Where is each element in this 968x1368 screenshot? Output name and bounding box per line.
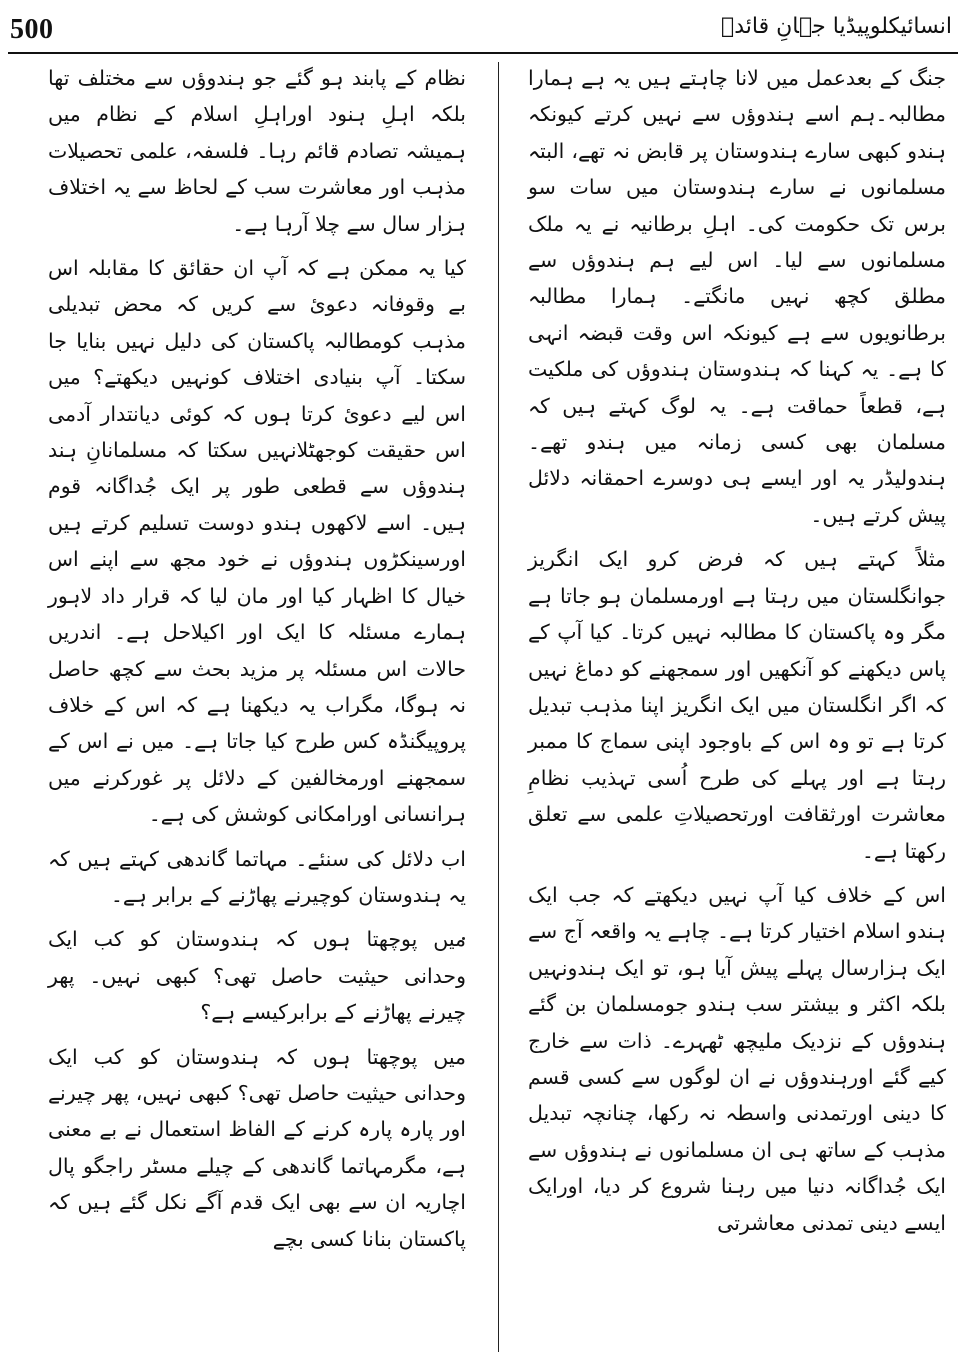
paragraph: میں پوچھتا ہوں کہ ہندوستان کو کب ایک وحدانی حیثیت حاصل تھی؟ کبھی نہیں۔ پھر چیرنے پھاڑنے کے برابرکیسے ہے؟: [48, 927, 466, 1025]
header-rule: [8, 52, 958, 54]
paragraph: جنگ کے بعدعمل میں لانا چاہتے ہیں یہ ہے ہمارا مطالبہ۔ہم اسے ہندوؤں سے نہیں کرتے کیونکہ ہندو کبھی سارے ہندوستان پر قابض نہ تھے، البتہ مسلمانوں نے سارے ہندوستان میں سات سو برس تک حکومت کی۔ اہلِ برطانیہ نے یہ ملک مسلمانوں سے لیا۔ اس لیے ہم ہندوؤں سے مطلق کچھ نہیں مانگتے۔ ہمارا مطالبہ برطانویوں سے ہے کیونکہ اس وقت قبضہ انہی کا ہے۔ یہ کہنا کہ ہندوستان ہندوؤں کی ملکیت ہے، قطعاً حماقت ہے۔ یہ لوگ کہتے ہیں کہ مسلمان بھی کسی زمانہ میں ہندو تھے۔ ہندولیڈر یہ اور ایسے ہی دوسرے احمقانہ دلائل پیش کرتے ہیں۔: [528, 66, 946, 527]
paragraph: اب دلائل کی سنئے۔ مہاتما گاندھی کہتے ہیں کہ یہ ہندوستان کوچیرنے پھاڑنے کے برابر ہے۔: [48, 846, 466, 907]
running-header-title: انسائیکلوپیڈیا جہانِ قائدؒ: [721, 14, 952, 39]
text-columns: [0, 60, 968, 1360]
paragraph: نظام کے پابند ہو گئے جو ہندوؤں سے مختلف تھا بلکہ اہلِ ہنود اوراہلِ اسلام کے نظام میں ہمیشہ تصادم قائم رہا۔ فلسفہ، علمی تحصیلات مذہب اور معاشرت سب کے لحاظ سے یہ اختلاف ہزار سال سے چلا آرہا ہے۔: [48, 66, 466, 236]
left-column: [48, 60, 466, 1265]
paragraph: کیا یہ ممکن ہے کہ آپ ان حقائق کا مقابلہ اس بے وقوفانہ دعوئ سے کریں کہ محض تبدیلی مذہب کومطالبہ پاکستان کی دلیل نہیں بنایا جا سکتا۔ آپ بنیادی اختلاف کونہیں دیکھتے؟ میں اس لیے دعوئ کرتا ہوں کہ کوئی دیانتدار آدمی اس حقیقت کوجھٹلانہیں سکتا کہ مسلمانانِ ہند ہندوؤں سے قطعی طور پر ایک جُداگانہ قوم ہیں۔ اسے لاکھوں ہندو دوست تسلیم کرتے ہیں اورسینکڑوں ہندوؤں نے خود مجھ سے اپنے اس خیال کا اظہار کیا اور مان لیا کہ قرار داد لاہور ہمارے مسئلہ کا ایک اور اکیلاحل ہے۔ اندریں حالات اس مسئلہ پر مزید بحث سے کچھ حاصل نہ ہوگا، مگراب یہ دیکھنا ہے کہ اس کے خلاف پروپیگنڈہ کس طرح کیا جاتا ہے۔ میں نے اس کے سمجھنے اورمخالفین کے دلائل پر غورکرنے میں ہرانسانی اورامکانی کوشش کی ہے۔: [48, 256, 466, 827]
paragraph: میں پوچھتا ہوں کہ ہندوستان کو کب ایک وحدانی حیثیت حاصل تھی؟ کبھی نہیں، پھر چیرنے اور پارہ پارہ کرنے کے الفاظ استعمال نے بے معنی ہے، مگرمہاتما گاندھی کے چیلے مسٹر راجگو پال اچاریہ ان سے بھی ایک قدم آگے نکل گئے ہیں کہ پاکستان بنانا کسی بچے: [48, 1044, 466, 1251]
page-number: 500: [10, 14, 54, 45]
paragraph: مثلاً کہتے ہیں کہ فرض کرو ایک انگریز جوانگلستان میں رہتا ہے اورمسلمان ہو جاتا ہے مگر وہ پاکستان کا مطالبہ نہیں کرتا۔ کیا آپ کے پاس دیکھنے کو آنکھیں اور سمجھنے کو دماغ نہیں کہ اگر انگلستان میں ایک انگریز اپنا مذہب تبدیل کرتا ہے تو وہ اس کے باوجود اپنی سماج کا ممبر رہتا ہے اور پہلے کی طرح اُسی تہذیب نظامِ معاشرت اورثقافت اورتحصیلاتِ علمی سے تعلق رکھتا ہے۔: [528, 547, 946, 863]
paragraph: اس کے خلاف کیا آپ نہیں دیکھتے کہ جب ایک ہندو اسلام اختیار کرتا ہے۔ چاہے یہ واقعہ آج سے ایک ہزارسال پہلے پیش آیا ہو، تو ایک ہندونہیں بلکہ اکثر و بیشتر سب ہندو جومسلمان بن گئے ہندوؤں کے نزدیک ملیچھ ٹھہرے۔ ذات سے خارج کیے گئے اورہندوؤں نے ان لوگوں سے کسی قسم کا دینی اورتمدنی واسطہ نہ رکھا، چنانچہ تبدیل مذہب کے ساتھ ہی ان مسلمانوں نے ہندوؤں سے ایک جُداگانہ دنیا میں رہنا شروع کر دیا، اورایک ایسے دینی تمدنی معاشرتی: [528, 882, 946, 1235]
right-column: [528, 60, 946, 1249]
